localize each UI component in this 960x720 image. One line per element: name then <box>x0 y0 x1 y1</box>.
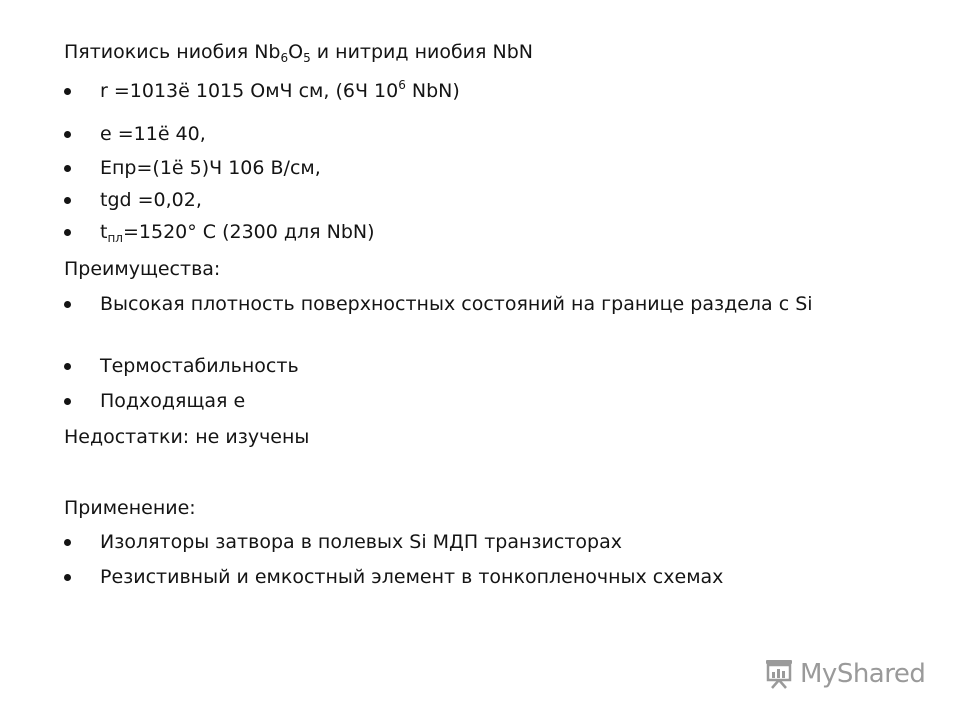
advantage-item-text: Высокая плотность поверхностных состояний на границе раздела с Si <box>100 293 813 315</box>
property-melting-point-sub: пл <box>107 231 123 245</box>
property-resistivity-post: NbN) <box>405 80 460 102</box>
logo-text: MyShared <box>800 659 926 689</box>
property-melting-point-post: =1520° С (2300 для NbN) <box>122 221 375 243</box>
title-subscript-1: 6 <box>280 51 289 65</box>
advantage-item-text: Термостабильность <box>100 355 299 377</box>
bullet-icon <box>64 131 71 138</box>
advantages-heading: Преимущества: <box>64 258 221 280</box>
property-permittivity-text: e =11ё 40, <box>100 123 206 145</box>
property-resistivity-pre: r =1013ё 1015 ОмЧ см, (6Ч 10 <box>100 80 399 102</box>
property-melting-point-pre: t <box>100 221 108 243</box>
bullet-icon <box>64 229 71 236</box>
application-item-text: Изоляторы затвора в полевых Si МДП транзисторах <box>100 531 622 553</box>
bullet-icon <box>64 398 71 405</box>
bullet-icon <box>64 574 71 581</box>
presentation-board-icon <box>764 658 794 690</box>
application-heading: Применение: <box>64 497 196 519</box>
title-prefix: Пятиокись ниобия Nb <box>64 41 281 63</box>
slide-title <box>64 40 533 64</box>
bullet-icon <box>64 363 71 370</box>
advantage-item-text: Подходящая e <box>100 390 246 412</box>
property-loss-tangent-text: tgd =0,02, <box>100 189 202 211</box>
title-mid: O <box>288 41 304 63</box>
bullet-icon <box>64 301 71 308</box>
bullet-icon <box>64 165 71 172</box>
bullet-icon <box>64 88 71 95</box>
myshared-logo <box>764 656 934 692</box>
disadvantages-line: Недостатки: не изучены <box>64 426 310 448</box>
title-subscript-2: 5 <box>303 51 311 65</box>
bullet-icon <box>64 197 71 204</box>
title-suffix: и нитрид ниобия NbN <box>310 41 533 63</box>
property-resistivity-sup: 6 <box>398 78 406 92</box>
application-item-text: Резистивный и емкостный элемент в тонкопленочных схемах <box>100 566 724 588</box>
bullet-icon <box>64 539 71 546</box>
property-breakdown-field-text: Eпр=(1ё 5)Ч 106 В/см, <box>100 157 321 179</box>
